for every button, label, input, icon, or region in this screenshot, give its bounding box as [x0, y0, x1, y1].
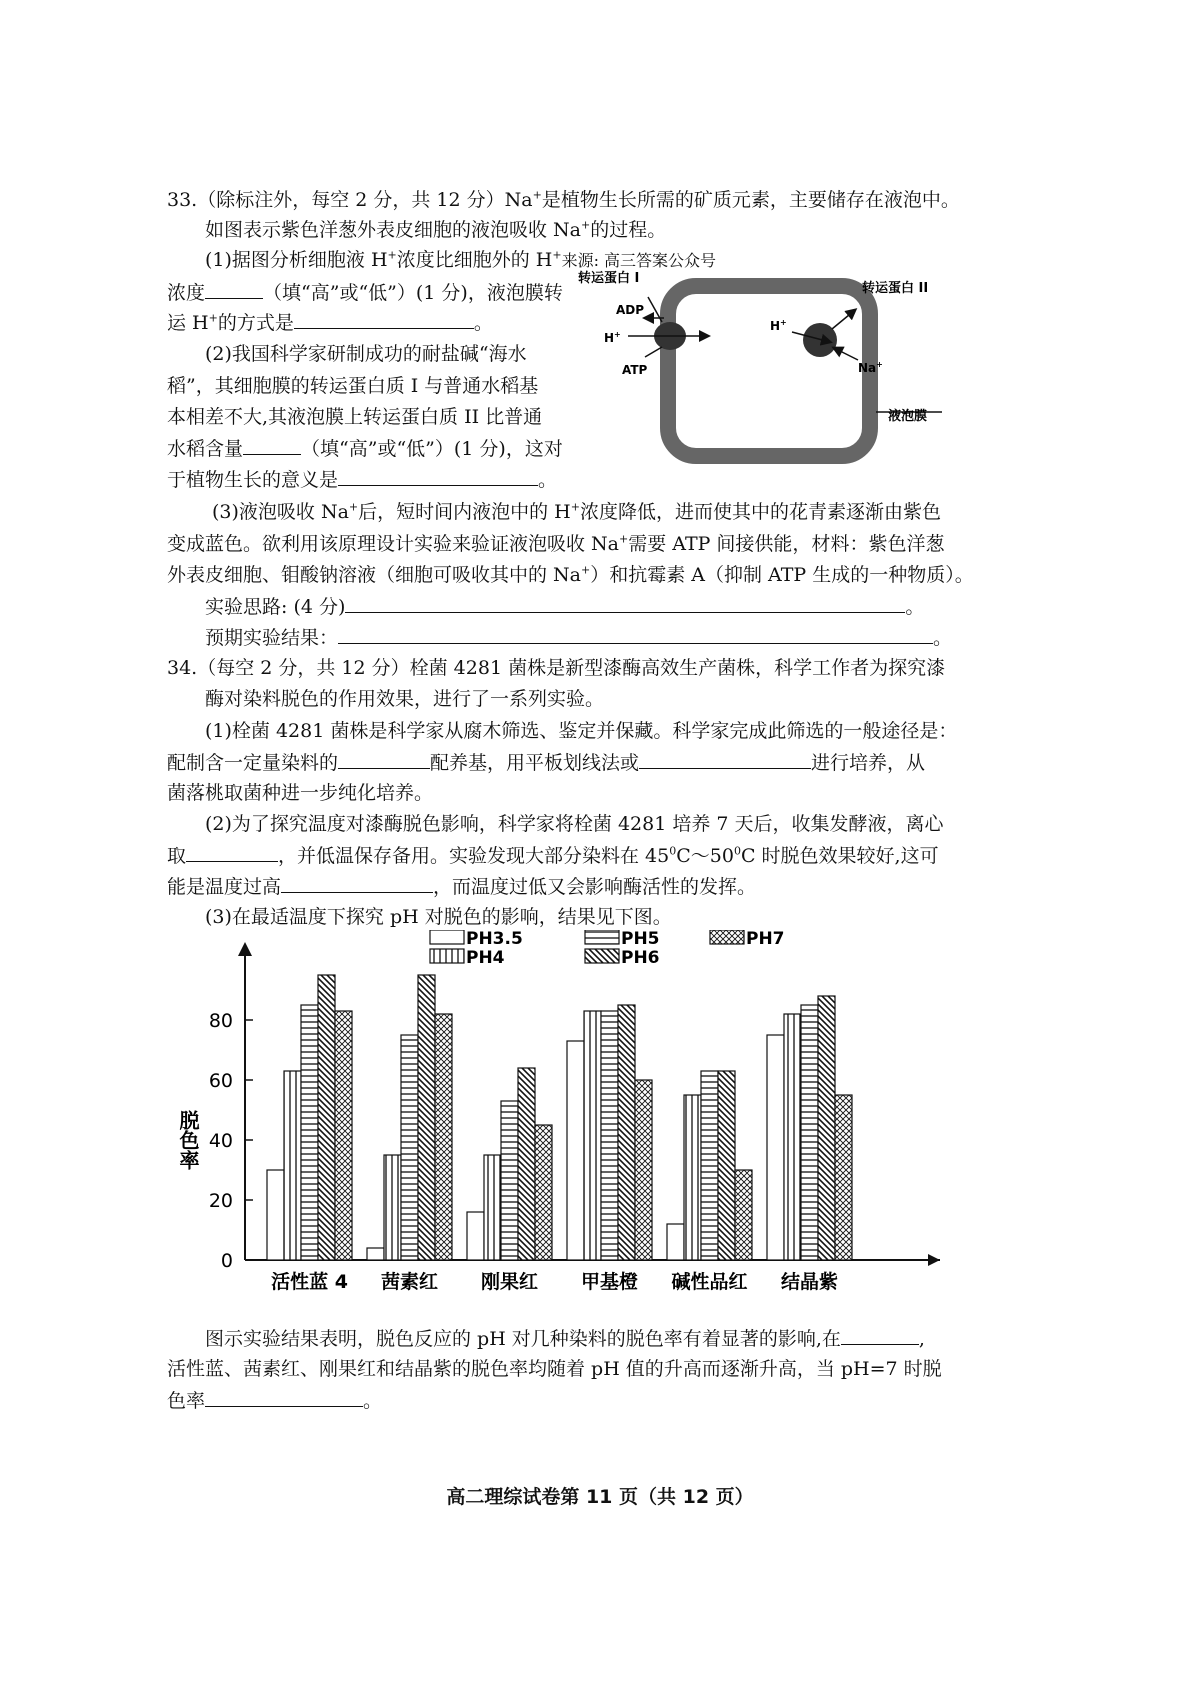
- q34-line10: 图示实验结果表明，脱色反应的 pH 对几种染料的脱色率有着显著的影响,在 ,: [205, 1328, 925, 1350]
- answer-blank[interactable]: [345, 594, 905, 613]
- page-footer: 高二理综试卷第 11 页（共 12 页）: [446, 1486, 754, 1508]
- q33-line2: 如图表示紫色洋葱外表皮细胞的液泡吸收 Na+的过程。: [205, 218, 667, 241]
- answer-blank[interactable]: [205, 1388, 363, 1407]
- q33-line9: 水稻含量 （填“高”或“低”）(1 分)，这对: [167, 438, 563, 460]
- q34-line9: (3)在最适温度下探究 pH 对脱色的影响，结果见下图。: [205, 906, 672, 928]
- answer-blank[interactable]: [281, 874, 433, 893]
- y-tick-label: 20: [208, 1190, 233, 1212]
- x-category-label: 刚果红: [480, 1271, 539, 1293]
- answer-blank[interactable]: [841, 1326, 919, 1345]
- q33-line5: 运 H+的方式是 。: [167, 311, 493, 334]
- x-category-label: 茜素红: [380, 1271, 439, 1293]
- bar: [301, 1005, 318, 1260]
- vacuole-membrane: [668, 286, 870, 456]
- na-label: Na+: [858, 360, 883, 375]
- bar: [384, 1155, 401, 1260]
- answer-blank[interactable]: [338, 625, 933, 644]
- q33-line6: (2)我国科学家研制成功的耐盐碱“海水: [205, 343, 527, 365]
- bar: [684, 1095, 701, 1260]
- y-tick-label: 60: [208, 1070, 233, 1092]
- bar: [767, 1035, 784, 1260]
- answer-blank[interactable]: [205, 280, 263, 299]
- bar: [601, 1011, 618, 1260]
- answer-blank[interactable]: [186, 843, 278, 862]
- membrane-label: 液泡膜: [888, 409, 928, 424]
- q33-line7: 稻”，其细胞膜的转运蛋白质 I 与普通水稻基: [167, 375, 539, 397]
- bar: [267, 1170, 284, 1260]
- answer-blank[interactable]: [639, 750, 811, 769]
- bar: [801, 1005, 818, 1260]
- bar: [284, 1071, 301, 1260]
- q34-line8: 能是温度过高 ，而温度过低又会影响酶活性的发挥。: [167, 876, 757, 898]
- x-category-label: 甲基橙: [580, 1271, 639, 1293]
- x-axis-arrow: [928, 1254, 940, 1266]
- q34-line5: 菌落桃取菌种进一步纯化培养。: [167, 782, 434, 804]
- bar: [718, 1071, 735, 1260]
- q34-line6: (2)为了探究温度对漆酶脱色影响，科学家将栓菌 4281 培养 7 天后，收集发酵液，离心: [205, 813, 944, 835]
- q34-line4: 配制含一定量染料的 配养基，用平板划线法或 进行培养，从: [167, 752, 926, 774]
- bar: [518, 1068, 535, 1260]
- protein2-label: 转运蛋白 II: [862, 281, 929, 296]
- bar: [835, 1095, 852, 1260]
- q33-line10: 于植物生长的意义是 。: [167, 469, 558, 491]
- answer-blank[interactable]: [338, 467, 538, 486]
- bar: [567, 1041, 584, 1260]
- h-left-label: H+: [604, 330, 621, 345]
- y-tick-label: 40: [208, 1130, 233, 1152]
- bar: [618, 1005, 635, 1260]
- bar: [818, 996, 835, 1260]
- q33-line14: 实验思路: (4 分) 。: [205, 596, 925, 618]
- q34-line3: (1)栓菌 4281 菌株是科学家从腐木筛选、鉴定并保藏。科学家完成此筛选的一般途径是：: [205, 720, 958, 742]
- bar: [335, 1011, 352, 1260]
- q33-line8: 本相差不大,其液泡膜上转运蛋白质 II 比普通: [167, 406, 543, 428]
- legend-swatch: [585, 949, 619, 963]
- adp-label: ADP: [616, 303, 645, 317]
- protein1-label: 转运蛋白 I: [578, 271, 640, 286]
- y-axis-arrow: [238, 942, 252, 956]
- q33-line4: 浓度 （填“高”或“低”）(1 分)，液泡膜转: [167, 282, 563, 304]
- bar: [667, 1224, 684, 1260]
- bar: [484, 1155, 501, 1260]
- bar: [735, 1170, 752, 1260]
- bar: [501, 1101, 518, 1260]
- legend-label: PH6: [621, 948, 660, 968]
- y-tick-label: 0: [220, 1250, 233, 1272]
- y-tick-label: 80: [208, 1010, 233, 1032]
- q34-line12: 色率 。: [167, 1390, 383, 1412]
- legend-label: PH4: [466, 948, 505, 968]
- bar: [784, 1014, 801, 1260]
- q33-line11: (3)液泡吸收 Na+后，短时间内液泡中的 H+浓度降低，进而使其中的花青素逐渐由紫色: [212, 500, 941, 523]
- x-category-label: 活性蓝 4: [271, 1271, 348, 1293]
- vacuole-diagram: [570, 262, 970, 482]
- q33-line3: (1)据图分析细胞液 H+浓度比细胞外的 H+来源: 高三答案公众号: [205, 248, 717, 271]
- bar: [367, 1248, 384, 1260]
- x-category-label: 结晶紫: [780, 1271, 839, 1293]
- q34-line1: 34.（每空 2 分，共 12 分）栓菌 4281 菌株是新型漆酶高效生产菌株，科学工作者为探究漆: [167, 657, 946, 679]
- bar: [435, 1014, 452, 1260]
- legend-swatch: [430, 949, 464, 963]
- bar: [467, 1212, 484, 1260]
- bar: [584, 1011, 601, 1260]
- answer-blank[interactable]: [294, 310, 474, 329]
- q34-line7: 取 ，并低温保存备用。实验发现大部分染料在 $45^0C\sim 50^0C$ 时脱色效果较好,这可: [167, 844, 939, 867]
- q33-line12: 变成蓝色。欲利用该原理设计实验来验证液泡吸收 Na+需要 ATP 间接供能，材料：紫色洋葱: [167, 532, 945, 555]
- q34-line2: 酶对染料脱色的作用效果，进行了一系列实验。: [205, 688, 605, 710]
- q33-line13: 外表皮细胞、钼酸钠溶液（细胞可吸收其中的 Na+）和抗霉素 A（抑制 ATP 生成的一种物质）。: [167, 563, 974, 586]
- bar: [535, 1125, 552, 1260]
- bar: [701, 1071, 718, 1260]
- q33-line15: 预期实验结果： 。: [205, 627, 953, 649]
- bar: [318, 975, 335, 1260]
- answer-blank[interactable]: [243, 436, 301, 455]
- q33-line1: 33.（除标注外，每空 2 分，共 12 分）Na+是植物生长所需的矿质元素，主要储存在液泡中。: [167, 188, 960, 211]
- legend-label: PH7: [746, 930, 785, 949]
- legend-label: PH5: [621, 930, 660, 949]
- bar: [401, 1035, 418, 1260]
- answer-blank[interactable]: [338, 750, 430, 769]
- legend-label: PH3.5: [466, 930, 523, 949]
- q34-line11: 活性蓝、茜素红、刚果红和结晶紫的脱色率均随着 pH 值的升高而逐渐升高，当 pH=7 时脱: [167, 1358, 942, 1380]
- ph-decolorization-chart: [150, 930, 950, 1310]
- legend-swatch: [710, 930, 744, 944]
- legend-swatch: [585, 930, 619, 944]
- x-category-label: 碱性品红: [671, 1271, 748, 1293]
- atp-label: ATP: [622, 363, 648, 377]
- bar: [418, 975, 435, 1260]
- y-axis-label: 脱色率: [176, 1110, 200, 1170]
- h-right-label: H+: [770, 318, 787, 333]
- legend-swatch: [430, 930, 464, 944]
- bar: [635, 1080, 652, 1260]
